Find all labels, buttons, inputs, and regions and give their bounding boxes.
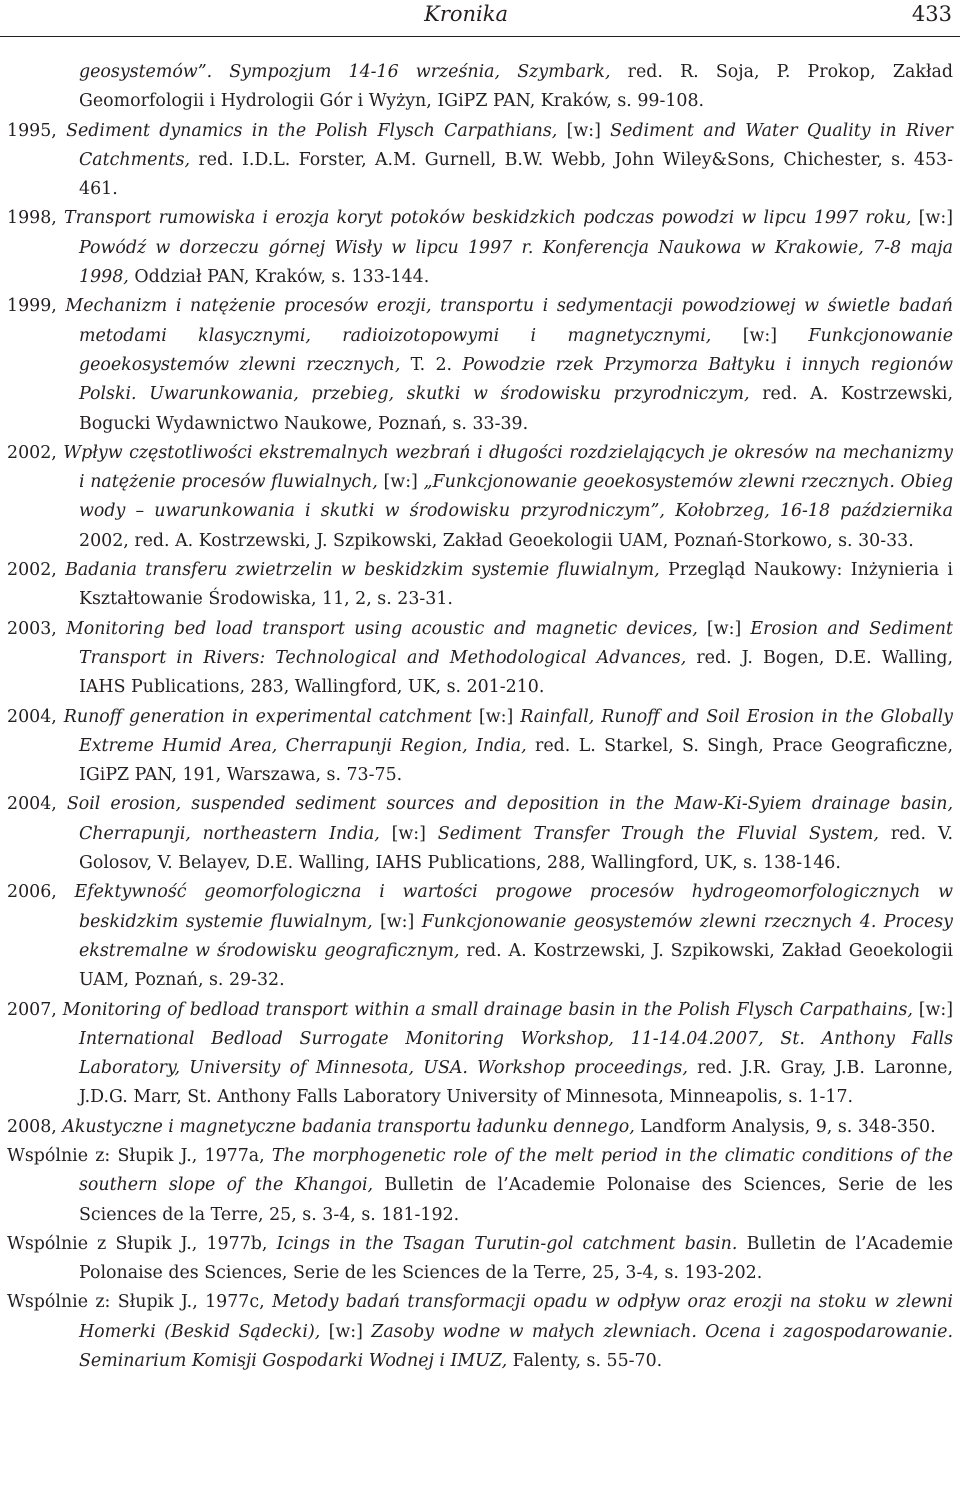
entry-text: 2004, bbox=[7, 794, 67, 815]
entry-italic-text: Sediment Transfer Trough the Fluvial System, bbox=[437, 823, 879, 844]
entry-text: Bulletin de l’Academie Polonaise des Sciences, Serie de les Sciences de la Terre, 25, 3-4, s. 193-202. bbox=[79, 1233, 953, 1284]
entry-italic-text: Erosion and Sediment Transport in Rivers: Technological and Methodological Advances, bbox=[79, 618, 953, 668]
entry-text: [w:] bbox=[372, 911, 422, 932]
entry-text: Przegląd Naukowy: Inżynieria i Kształtowanie Środowiska, 11, 2, s. 23-31. bbox=[79, 560, 953, 610]
entry-text: 2008, bbox=[7, 1116, 63, 1137]
entry-italic-text: Monitoring bed load transport using acoustic and magnetic devices, bbox=[65, 618, 698, 639]
entry-text: [w:] bbox=[379, 823, 438, 844]
entry-text: red. V. Golosov, V. Belayev, D.E. Walling, IAHS Publications, 288, Wallingford, UK, s. 138-146. bbox=[79, 823, 953, 874]
entry-italic-text: Mechanizm i natężenie procesów erozji, transportu i sedymentacji powodziowej w świetle badań metodami klasycznymi, radioizotopowymi i magnetycznymi, bbox=[65, 296, 953, 346]
entry-text: 2002, red. A. Kostrzewski, J. Szpikowski, Zakład Geoekologii UAM, Poznań-Storkowo, s. 30-33. bbox=[79, 530, 914, 551]
entry-italic-text: Soil erosion, suspended sediment sources and deposition in the Maw-Ki-Syiem drainage basin, Cherrapunji, northeastern India, bbox=[66, 794, 953, 844]
entry-italic-text: Sediment dynamics in the Polish Flysch Carpathians, bbox=[66, 120, 558, 141]
bibliography-list bbox=[7, 58, 953, 1376]
bibliography-entry bbox=[7, 1288, 953, 1376]
bibliography-entry bbox=[7, 556, 953, 615]
entry-text: 2006, bbox=[7, 882, 75, 903]
entry-text: 2002, bbox=[7, 442, 64, 463]
entry-italic-text: geosystemów”. Sympozjum 14-16 września, Szymbark, bbox=[79, 62, 611, 82]
header-rule bbox=[0, 36, 960, 37]
entry-italic-text: Powodzie rzek Przymorza Bałtyku i innych regionów Polski. Uwarunkowania, przebieg, skutki w środowisku przyrodniczym, bbox=[79, 354, 954, 405]
entry-italic-text: Efektywność geomorfologiczna i wartości progowe procesów hydrogeomorfologicznych w beskidzkim systemie fluwialnym, bbox=[74, 882, 953, 932]
entry-text: red. A. Kostrzewski, Bogucki Wydawnictwo Naukowe, Poznań, s. 33-39. bbox=[79, 384, 953, 434]
entry-italic-text: Metody badań transformacji opadu w odpływ oraz erozji na stoku w zlewni Homerki (Beskid Sądecki), bbox=[79, 1292, 953, 1342]
bibliography-entry bbox=[7, 58, 953, 117]
entry-italic-text: Badania transferu zwietrzelin w beskidzkim systemie fluwialnym, bbox=[65, 560, 660, 581]
entry-text: 1998, bbox=[7, 208, 65, 229]
section-title: Kronika bbox=[424, 2, 508, 26]
bibliography-entry bbox=[7, 996, 953, 1113]
entry-italic-text: Rainfall, Runoff and Soil Erosion in the Globally Extreme Humid Area, Cherrapunji Region, India, bbox=[79, 706, 953, 756]
entry-text: [w:] bbox=[697, 618, 751, 639]
entry-italic-text: Sediment and Water Quality in River Catchments, bbox=[79, 120, 953, 170]
entry-text: Wspólnie z Słupik J., 1977b, bbox=[7, 1233, 277, 1254]
bibliography-entry bbox=[7, 703, 953, 791]
entry-text: red. J. Bogen, D.E. Walling, IAHS Publications, 283, Wallingford, UK, s. 201-210. bbox=[79, 647, 953, 698]
entry-text: red. A. Kostrzewski, J. Szpikowski, Zakład Geoekologii UAM, Poznań, s. 29-32. bbox=[79, 940, 953, 991]
entry-italic-text: Zasoby wodne w małych zlewniach. Ocena i zagospodarowanie. Seminarium Komisji Gospodarki Wodnej i IMUZ, bbox=[79, 1321, 953, 1372]
entry-italic-text: Icings in the Tsagan Turutin-gol catchment basin. bbox=[276, 1233, 738, 1254]
bibliography-entry bbox=[7, 790, 953, 878]
entry-text: 2002, bbox=[7, 560, 66, 581]
entry-italic-text: Runoff generation in experimental catchment bbox=[63, 706, 472, 727]
entry-text: red. I.D.L. Forster, A.M. Gurnell, B.W. Webb, John Wiley&Sons, Chichester, s. 453-461. bbox=[79, 149, 953, 200]
entry-text: Wspólnie z: Słupik J., 1977a, bbox=[7, 1145, 272, 1166]
bibliography-entry bbox=[7, 878, 953, 995]
entry-text: [w:] bbox=[711, 325, 809, 346]
entry-italic-text: Wpływ częstotliwości ekstremalnych wezbrań i długości rozdzielających je okresów na mechanizmy i natężenie procesów fluwialnych, bbox=[63, 442, 953, 493]
entry-text: [w:] bbox=[912, 999, 954, 1020]
entry-text: 2007, bbox=[7, 999, 63, 1020]
bibliography-entry bbox=[7, 439, 953, 556]
bibliography-entry bbox=[7, 1230, 953, 1289]
entry-italic-text: Funkcjonowanie geosystemów zlewni rzecznych 4. Procesy ekstremalne w środowisku geograficznym, bbox=[79, 911, 953, 961]
page-number: 433 bbox=[911, 2, 952, 26]
entry-italic-text: Monitoring of bedload transport within a small drainage basin in the Polish Flysch Carpathains, bbox=[62, 999, 913, 1020]
entry-text: 1999, bbox=[7, 296, 66, 317]
entry-italic-text: Funkcjonowanie geoekosystemów zlewni rzecznych, bbox=[79, 325, 953, 375]
entry-italic-text: Powódź w dorzeczu górnej Wisły w lipcu 1997 r. Konferencja Naukowa w Krakowie, 7-8 maja 1998, bbox=[79, 237, 953, 288]
entry-italic-text: International Bedload Surrogate Monitoring Workshop, 11-14.04.2007, St. Anthony Falls Laboratory, University of Minnesota, USA. Workshop proceedings, bbox=[79, 1028, 953, 1079]
entry-text: 2003, bbox=[7, 618, 66, 639]
bibliography-entry bbox=[7, 292, 953, 438]
entry-text: red. R. Soja, P. Prokop, Zakład Geomorfologii i Hydrologii Gór i Wyżyn, IGiPZ PAN, Kraków, s. 99-108. bbox=[79, 62, 953, 112]
entry-italic-text: Transport rumowiska i erozja koryt potoków beskidzkich podczas powodzi w lipcu 1997 roku, bbox=[64, 208, 912, 229]
entry-italic-text: The morphogenetic role of the melt period in the climatic conditions of the southern slope of the Khangoi, bbox=[79, 1145, 953, 1196]
entry-text: red. L. Starkel, S. Singh, Prace Geograficzne, IGiPZ PAN, 191, Warszawa, s. 73-75. bbox=[79, 735, 953, 786]
entry-text: [w:] bbox=[320, 1321, 372, 1342]
entry-text: Landform Analysis, 9, s. 348-350. bbox=[634, 1116, 936, 1137]
entry-text: [w:] bbox=[911, 208, 953, 229]
entry-text: T. 2. bbox=[400, 354, 463, 375]
entry-text: red. J.R. Gray, J.B. Laronne, J.D.G. Marr, St. Anthony Falls Laboratory University of Minnesota, Minneapolis, s. 1-17. bbox=[79, 1058, 953, 1108]
entry-text: [w:] bbox=[471, 706, 521, 727]
entry-text: Falenty, s. 55-70. bbox=[507, 1351, 663, 1372]
bibliography-entry bbox=[7, 615, 953, 703]
entry-text: 2004, bbox=[7, 706, 64, 727]
bibliography-entry bbox=[7, 1142, 953, 1230]
bibliography-entry bbox=[7, 1113, 953, 1142]
entry-text: [w:] bbox=[557, 120, 611, 141]
bibliography-entry bbox=[7, 204, 953, 292]
entry-text: Oddział PAN, Kraków, s. 133-144. bbox=[128, 267, 430, 288]
running-header bbox=[0, 0, 960, 38]
entry-text: Bulletin de l’Academie Polonaise des Sciences, Serie de les Sciences de la Terre, 25, s. 3-4, s. 181-192. bbox=[79, 1175, 953, 1225]
entry-italic-text: Akustyczne i magnetyczne badania transportu ładunku dennego, bbox=[62, 1116, 635, 1137]
entry-text: 1995, bbox=[7, 120, 67, 141]
entry-text: [w:] bbox=[377, 472, 424, 493]
entry-italic-text: „Funkcjonowanie geoekosystemów zlewni rzecznych. Obieg wody – uwarunkowania i skutki w środowisku przyrodniczym”, Kołobrzeg, 16-18 października bbox=[79, 472, 954, 522]
entry-text: Wspólnie z: Słupik J., 1977c, bbox=[7, 1292, 272, 1313]
bibliography-entry bbox=[7, 117, 953, 205]
